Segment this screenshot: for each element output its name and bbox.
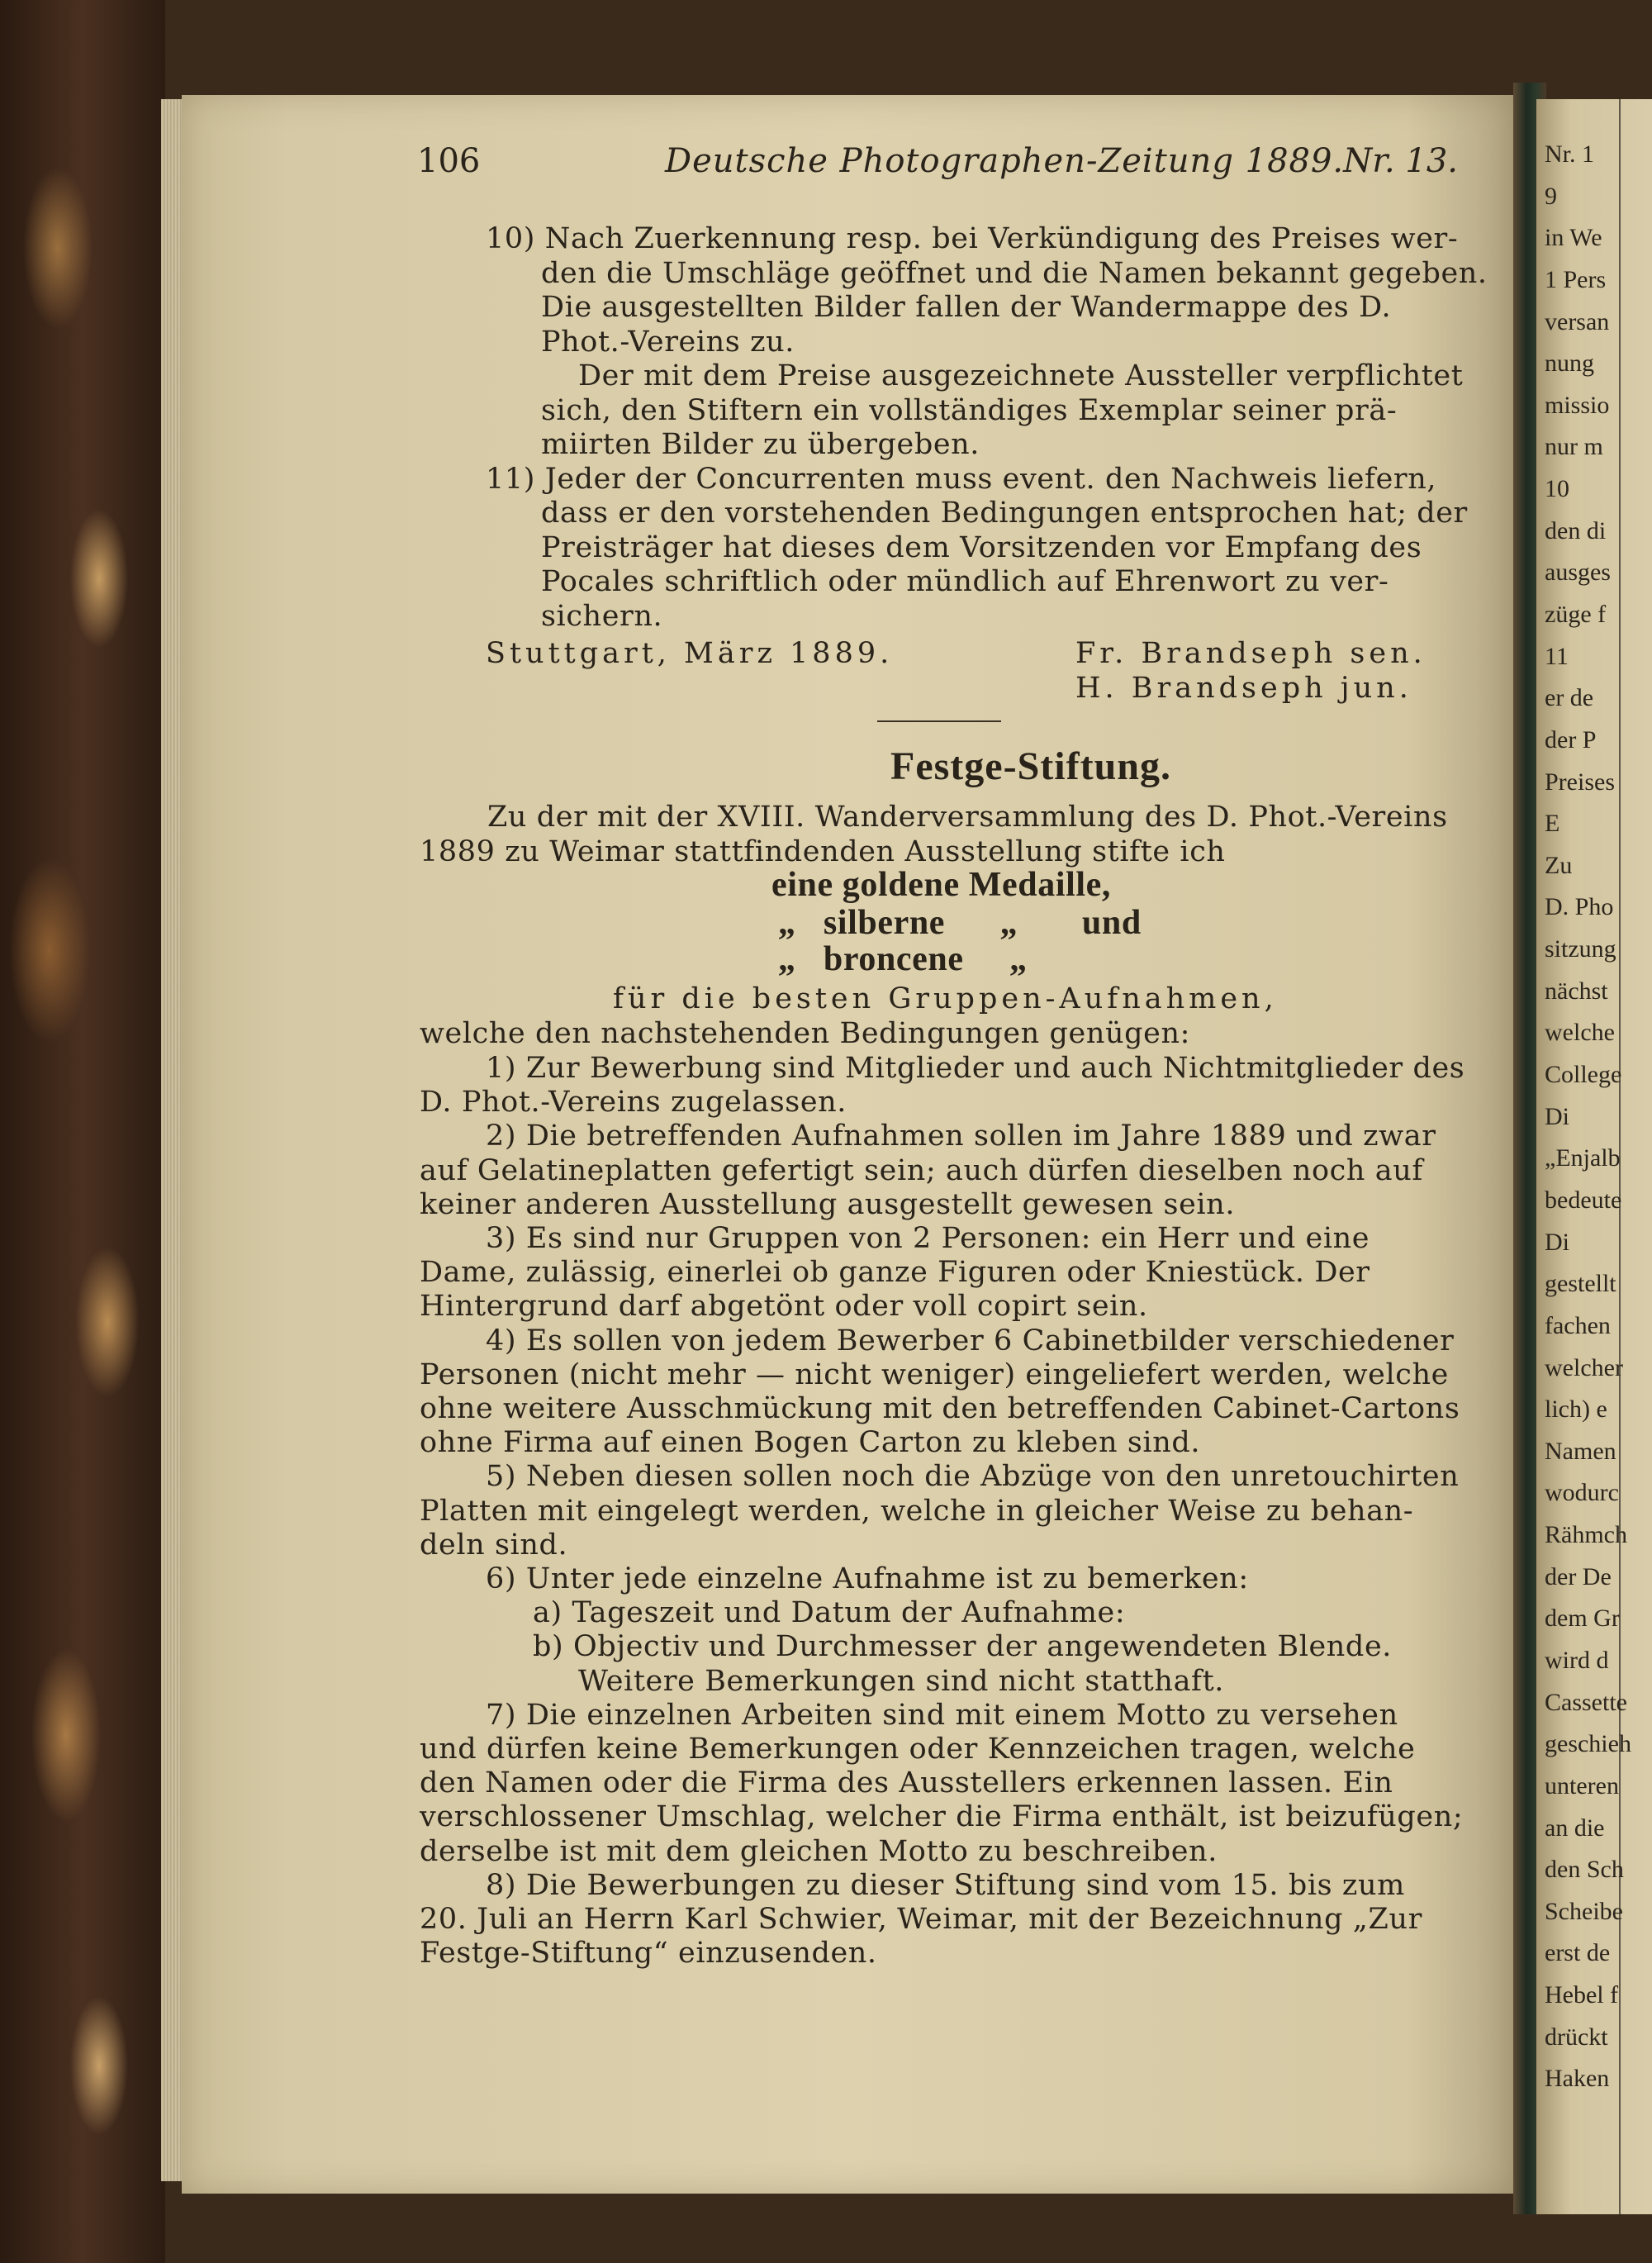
condition-line: den Namen oder die Firma des Ausstellers erkennen lassen. Ein [420,1766,1393,1800]
right-page-text-fragment: wodurc [1545,1479,1619,1507]
condition-line: 5) Neben diesen sollen noch die Abzüge von den unretouchirten [486,1460,1460,1494]
condition-line: ohne Firma auf einen Bogen Carton zu kleben sind. [420,1426,1201,1460]
right-page-text-fragment: Preises [1545,768,1615,796]
right-page-text-fragment: lich) e [1545,1395,1607,1424]
medal-gold: eine goldene Medaille, [771,866,1111,904]
right-page-text-fragment: drückt [1545,2023,1608,2051]
paragraph-line: 10) Nach Zuerkennung resp. bei Verkündigung des Preises wer- [486,222,1459,255]
condition-line: und dürfen keine Bemerkungen oder Kennzeichen tragen, welche [420,1733,1416,1766]
right-page-text-fragment: welcher [1545,1353,1623,1381]
condition-line: a) Tageszeit und Datum der Aufnahme: [533,1596,1126,1630]
right-page-text-fragment: 1 Pers [1545,265,1607,293]
condition-line: 6) Unter jede einzelne Aufnahme ist zu bemerken: [486,1562,1249,1595]
intro-line-1: Zu der mit der XVIII. Wanderversammlung des D. Phot.-Vereins [487,801,1448,834]
right-page-text-fragment: College [1545,1061,1622,1089]
condition-line: 3) Es sind nur Gruppen von 2 Personen: ein Herr und eine [486,1222,1370,1255]
right-page-text-fragment: wird d [1545,1646,1609,1674]
right-page-text-fragment: welche [1545,1019,1615,1047]
paragraph-line: Pocales schriftlich oder mündlich auf Ehrenwort zu ver- [541,565,1389,598]
paragraph-line: sich, den Stiftern ein vollständiges Exemplar seiner prä- [541,393,1398,427]
condition-line: 7) Die einzelnen Arbeiten sind mit einem Motto zu versehen [486,1698,1398,1732]
condition-line: 1) Zur Bewerbung sind Mitglieder und auch Nichtmitglieder des [486,1052,1465,1085]
right-page-text-fragment: den Sch [1545,1856,1624,1884]
signature-name-1: Fr. Brandseph sen. [1075,637,1427,670]
condition-line: b) Objectiv und Durchmesser der angewendeten Blende. [533,1630,1392,1664]
section-title: Festge-Stiftung. [890,744,1171,788]
right-page-text-fragment: gestellt [1545,1270,1616,1298]
paragraph-line: Die ausgestellten Bilder fallen der Wandermappe des D. [541,291,1392,324]
paragraph-line: Phot.-Vereins zu. [541,325,795,359]
right-page-text-fragment: Nr. 1 [1545,140,1594,168]
right-page-text-fragment: Di [1545,1228,1569,1256]
condition-line: deln sind. [420,1528,568,1562]
right-page-text-fragment: Scheibe [1545,1897,1623,1925]
right-page-text-fragment: Hebel f [1545,1981,1619,2009]
right-page-text-fragment: nung [1545,349,1594,378]
paragraph-line: den die Umschläge geöffnet und die Namen bekannt gegeben. [541,256,1488,290]
right-page-fragment [1536,99,1652,2214]
condition-line: verschlossener Umschlag, welcher die Firma enthält, ist beizufügen; [420,1800,1464,1834]
issue-number: Nr. 13. [1343,142,1458,180]
right-page-text-fragment: E [1545,810,1560,838]
right-page-text-fragment: fachen [1545,1311,1611,1339]
section-divider [877,720,1001,722]
right-page-text-fragment: sitzung [1545,935,1616,963]
condition-line: Hintergrund darf abgetönt oder voll copirt sein. [420,1290,1148,1324]
condition-line: Personen (nicht mehr — nicht weniger) eingeliefert werden, welche [420,1357,1449,1391]
right-page-text-fragment: Cassette [1545,1688,1627,1716]
right-page-text-fragment: D. Pho [1545,893,1614,921]
right-page-text-fragment: Di [1545,1102,1569,1130]
right-page-text-fragment: 10 [1545,475,1569,503]
right-page-text-fragment: unteren [1545,1771,1619,1799]
marbled-cover-board [0,0,165,2263]
right-page-text-fragment: ausges [1545,559,1611,587]
intro-line-2: 1889 zu Weimar stattfindenden Ausstellung stifte ich [420,835,1226,868]
condition-line: 4) Es sollen von jedem Bewerber 6 Cabinetbilder verschiedener [486,1324,1455,1357]
medal-bronze: „ broncene „ [778,940,1028,978]
medal-silver: „ silberne „ und [778,904,1142,942]
paragraph-line: sichern. [541,599,663,633]
right-page-text-fragment: „Enjalb [1545,1144,1621,1172]
condition-line: 2) Die betreffenden Aufnahmen sollen im Jahre 1889 und zwar [486,1120,1436,1153]
intro-tail-1: für die besten Gruppen-Aufnahmen, [613,982,1278,1015]
right-page-text-fragment: erst de [1545,1939,1611,1967]
right-page-text-fragment: 9 [1545,182,1557,210]
paragraph-line: dass er den vorstehenden Bedingungen entsprochen hat; der [541,497,1468,530]
right-page-text-fragment: Haken [1545,2065,1610,2093]
right-page-text-fragment: bedeute [1545,1186,1622,1214]
condition-line: Weitere Bemerkungen sind nicht statthaft. [578,1664,1224,1698]
condition-line: Festge-Stiftung“ einzusenden. [420,1937,877,1971]
right-page-text-fragment: in We [1545,224,1602,252]
page-number: 106 [417,142,481,180]
condition-line: derselbe ist mit dem gleichen Motto zu beschreiben. [420,1834,1218,1868]
condition-line: 8) Die Bewerbungen zu dieser Stiftung sind vom 15. bis zum [486,1868,1405,1902]
right-page-text-fragment: Zu [1545,851,1573,879]
right-page-text-fragment: nächst [1545,977,1608,1005]
right-page-text-fragment: versan [1545,307,1610,335]
paragraph-line: 11) Jeder der Concurrenten muss event. den Nachweis liefern, [486,462,1437,496]
paragraph-line: Der mit dem Preise ausgezeichnete Aussteller verpflichtet [578,359,1464,392]
condition-line: keiner anderen Ausstellung ausgestellt gewesen sein. [420,1187,1236,1221]
right-page-text-fragment: dem Gr [1545,1605,1620,1633]
running-header [417,142,1458,192]
right-page-text-fragment: an die [1545,1814,1605,1842]
intro-tail-2: welche den nachstehenden Bedingungen genügen: [420,1017,1191,1050]
right-page-text-fragment: Namen [1545,1437,1616,1465]
right-page-text-fragment: züge f [1545,601,1607,629]
right-page-text-fragment: der P [1545,725,1597,754]
signature-name-2: H. Brandseph jun. [1075,672,1412,705]
signature-place-date: Stuttgart, März 1889. [486,637,894,670]
condition-line: Platten mit eingelegt werden, welche in gleicher Weise zu behan- [420,1494,1414,1528]
condition-line: ohne weitere Ausschmückung mit den betreffenden Cabinet-Cartons [420,1392,1460,1425]
paragraph-line: Preisträger hat dieses dem Vorsitzenden vor Empfang des [541,530,1422,564]
right-page-text-fragment: den di [1545,516,1607,544]
condition-line: Dame, zulässig, einerlei ob ganze Figuren oder Kniestück. Der [420,1256,1370,1290]
right-page-text-fragment: missio [1545,391,1610,419]
paragraph-line: miirten Bilder zu übergeben. [541,428,980,461]
right-page-text-fragment: Rähmch [1545,1521,1627,1549]
right-page-text-fragment: der De [1545,1562,1612,1590]
right-page-text-fragment: er de [1545,684,1594,712]
right-page-text-fragment: 11 [1545,642,1569,670]
right-page-text-fragment: geschieh [1545,1730,1631,1758]
journal-title: Deutsche Photographen-Zeitung 1889. [665,142,1345,180]
right-page-text-fragment: nur m [1545,433,1603,461]
condition-line: D. Phot.-Vereins zugelassen. [420,1086,847,1120]
condition-line: auf Gelatineplatten gefertigt sein; auch dürfen dieselben noch auf [420,1153,1423,1187]
condition-line: 20. Juli an Herrn Karl Schwier, Weimar, mit der Bezeichnung „Zur [420,1903,1422,1936]
